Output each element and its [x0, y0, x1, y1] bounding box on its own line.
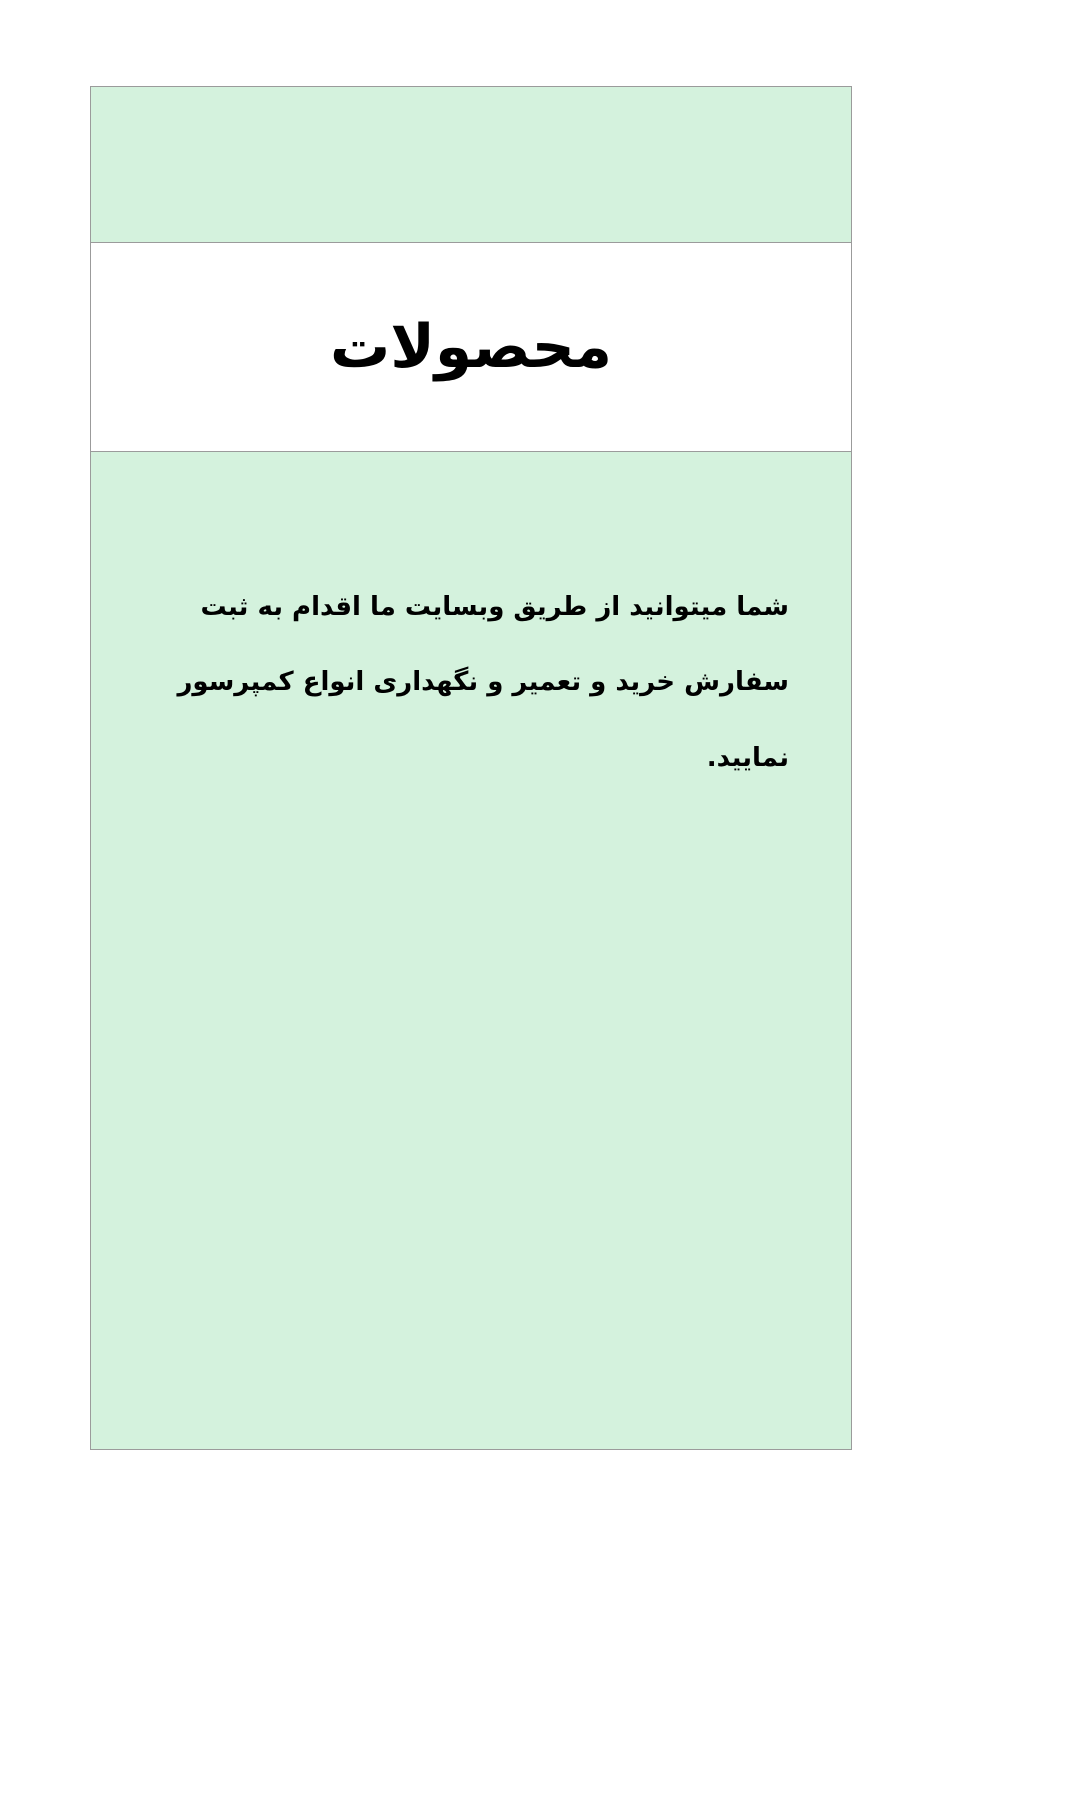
card-body [91, 452, 851, 1449]
title-band [91, 242, 851, 452]
content-card [90, 86, 852, 1450]
body-paragraph: شما میتوانید از طریق وبسایت ما اقدام به ثبت سفارش خرید و تعمیر و نگهداری انواع کمپرسور نمایید. [177, 592, 789, 773]
card-top-strip [91, 87, 851, 242]
page-title: محصولات [329, 312, 613, 382]
